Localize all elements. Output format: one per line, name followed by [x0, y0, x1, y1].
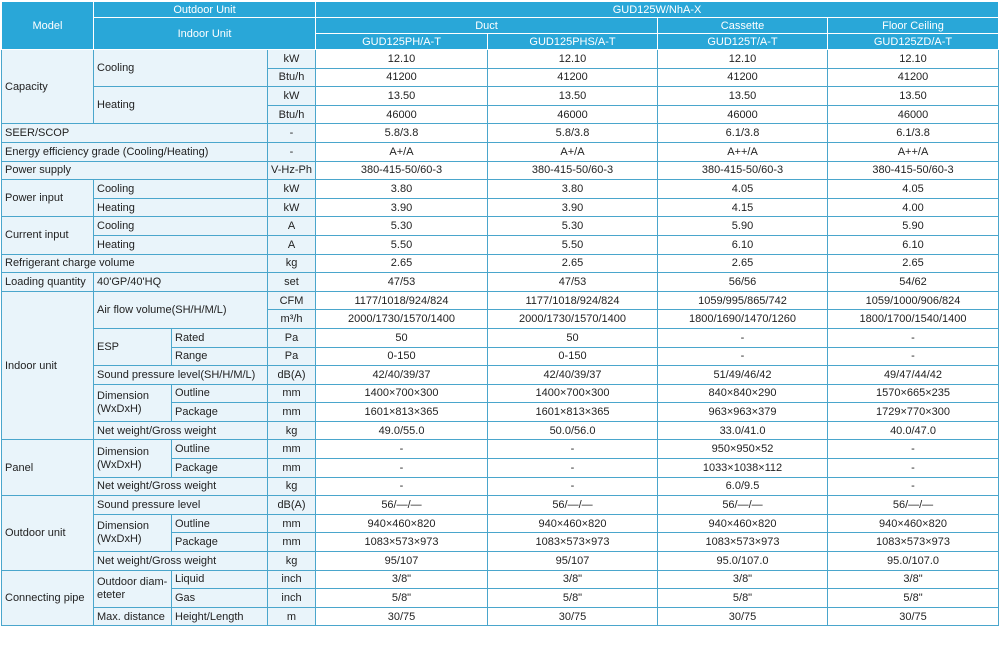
table-row	[2, 254, 999, 273]
value-cell: 5.90	[658, 217, 828, 236]
value-cell: 940×460×820	[316, 514, 488, 533]
unit-cell: mm	[268, 533, 316, 552]
heating-label: Heating	[94, 235, 268, 254]
heating-label: Heating	[94, 198, 268, 217]
value-cell: 42/40/39/37	[316, 366, 488, 385]
unit-cell: A	[268, 235, 316, 254]
value-cell: 12.10	[658, 50, 828, 69]
value-cell: 56/—/—	[658, 496, 828, 515]
capacity-label: Capacity	[2, 50, 94, 124]
loading-label: Loading quantity	[2, 273, 94, 292]
value-cell: -	[488, 477, 658, 496]
value-cell: 2.65	[488, 254, 658, 273]
value-cell: 840×840×290	[658, 384, 828, 403]
value-cell: 1601×813×365	[488, 403, 658, 422]
value-cell: 56/—/—	[488, 496, 658, 515]
value-cell: -	[828, 440, 999, 459]
header-row-2	[2, 18, 999, 34]
value-cell: 51/49/46/42	[658, 366, 828, 385]
unit-cell: V-Hz-Ph	[268, 161, 316, 180]
value-cell: 1059/995/865/742	[658, 291, 828, 310]
value-cell: 1400×700×300	[316, 384, 488, 403]
unit-cell: set	[268, 273, 316, 292]
table-row	[2, 328, 999, 347]
unit-cell: Pa	[268, 347, 316, 366]
value-cell: 1800/1700/1540/1400	[828, 310, 999, 329]
unit-cell: dB(A)	[268, 496, 316, 515]
value-cell: 6.0/9.5	[658, 477, 828, 496]
value-cell: 3.90	[316, 198, 488, 217]
value-cell: A+/A	[316, 142, 488, 161]
power-supply-label: Power supply	[2, 161, 268, 180]
value-cell: 1601×813×365	[316, 403, 488, 422]
value-cell: 50	[316, 328, 488, 347]
unit-cell: kg	[268, 254, 316, 273]
indoor-model: GUD125PH/A-T	[316, 34, 488, 50]
indoor-model: GUD125ZD/A-T	[828, 34, 999, 50]
value-cell: 1083×573×973	[488, 533, 658, 552]
value-cell: 1033×1038×112	[658, 459, 828, 478]
energy-grade-label: Energy efficiency grade (Cooling/Heating)	[2, 142, 268, 161]
table-row	[2, 552, 999, 571]
value-cell: 95/107	[316, 552, 488, 571]
value-cell: 5.50	[488, 235, 658, 254]
table-row	[2, 421, 999, 440]
spec-table	[1, 1, 999, 626]
unit-cell: m³/h	[268, 310, 316, 329]
value-cell: 950×950×52	[658, 440, 828, 459]
outdoor-diameter-label: Outdoor diam-eteter	[94, 570, 172, 607]
value-cell: 4.05	[658, 180, 828, 199]
unit-cell: inch	[268, 589, 316, 608]
value-cell: 13.50	[828, 87, 999, 106]
table-row	[2, 235, 999, 254]
unit-cell: mm	[268, 459, 316, 478]
current-input-label: Current input	[2, 217, 94, 254]
value-cell: 4.15	[658, 198, 828, 217]
value-cell: 33.0/41.0	[658, 421, 828, 440]
value-cell: 30/75	[658, 607, 828, 626]
indoor-model: GUD125T/A-T	[658, 34, 828, 50]
unit-cell: m	[268, 607, 316, 626]
value-cell: 3/8"	[658, 570, 828, 589]
air-flow-label: Air flow volume(SH/H/M/L)	[94, 291, 268, 328]
value-cell: 940×460×820	[658, 514, 828, 533]
outdoor-model: GUD125W/NhA-X	[316, 2, 999, 18]
value-cell: 5.8/3.8	[488, 124, 658, 143]
value-cell: -	[488, 459, 658, 478]
value-cell: -	[828, 328, 999, 347]
value-cell: 2.65	[316, 254, 488, 273]
unit-cell: kW	[268, 50, 316, 69]
value-cell: 30/75	[828, 607, 999, 626]
unit-cell: Btu/h	[268, 68, 316, 87]
net-gross-label: Net weight/Gross weight	[94, 477, 268, 496]
value-cell: 2000/1730/1570/1400	[316, 310, 488, 329]
value-cell: -	[316, 440, 488, 459]
value-cell: 380-415-50/60-3	[658, 161, 828, 180]
value-cell: 30/75	[316, 607, 488, 626]
dimension-label: Dimension (WxDxH)	[94, 384, 172, 421]
esp-label: ESP	[94, 328, 172, 365]
value-cell: 1059/1000/906/824	[828, 291, 999, 310]
value-cell: 2.65	[658, 254, 828, 273]
value-cell: 1083×573×973	[658, 533, 828, 552]
value-cell: 56/—/—	[828, 496, 999, 515]
unit-cell: Pa	[268, 328, 316, 347]
value-cell: 54/62	[828, 273, 999, 292]
value-cell: -	[488, 440, 658, 459]
value-cell: 46000	[316, 105, 488, 124]
table-row	[2, 570, 999, 589]
range-label: Range	[172, 347, 268, 366]
value-cell: A++/A	[658, 142, 828, 161]
model-header: Model	[2, 2, 94, 50]
indoor-unit-header: Indoor Unit	[94, 18, 316, 50]
value-cell: 3/8"	[828, 570, 999, 589]
value-cell: 380-415-50/60-3	[316, 161, 488, 180]
dimension-label: Dimension (WxDxH)	[94, 514, 172, 551]
refrigerant-label: Refrigerant charge volume	[2, 254, 268, 273]
value-cell: -	[828, 459, 999, 478]
table-row	[2, 514, 999, 533]
value-cell: 42/40/39/37	[488, 366, 658, 385]
value-cell: 41200	[316, 68, 488, 87]
unit-cell: mm	[268, 384, 316, 403]
value-cell: 46000	[828, 105, 999, 124]
unit-cell: kg	[268, 552, 316, 571]
unit-cell: inch	[268, 570, 316, 589]
value-cell: 40.0/47.0	[828, 421, 999, 440]
value-cell: -	[658, 328, 828, 347]
table-row	[2, 477, 999, 496]
value-cell: 6.10	[658, 235, 828, 254]
value-cell: 963×963×379	[658, 403, 828, 422]
value-cell: -	[828, 347, 999, 366]
value-cell: 1800/1690/1470/1260	[658, 310, 828, 329]
dimension-label: Dimension (WxDxH)	[94, 440, 172, 477]
table-row	[2, 142, 999, 161]
value-cell: 5.8/3.8	[316, 124, 488, 143]
value-cell: 5/8"	[316, 589, 488, 608]
value-cell: 3.80	[488, 180, 658, 199]
unit-cell: mm	[268, 440, 316, 459]
heating-label: Heating	[94, 87, 268, 124]
loading-sub-label: 40'GP/40'HQ	[94, 273, 268, 292]
table-row	[2, 198, 999, 217]
unit-cell: CFM	[268, 291, 316, 310]
value-cell: 46000	[658, 105, 828, 124]
unit-cell: kg	[268, 477, 316, 496]
value-cell: 5.90	[828, 217, 999, 236]
table-row	[2, 161, 999, 180]
package-label: Package	[172, 403, 268, 422]
value-cell: 3/8"	[316, 570, 488, 589]
value-cell: 56/56	[658, 273, 828, 292]
value-cell: 5/8"	[658, 589, 828, 608]
value-cell: 95.0/107.0	[658, 552, 828, 571]
cooling-label: Cooling	[94, 217, 268, 236]
sound-pressure-label: Sound pressure level	[94, 496, 268, 515]
connecting-pipe-label: Connecting pipe	[2, 570, 94, 626]
value-cell: 1177/1018/924/824	[488, 291, 658, 310]
value-cell: 13.50	[488, 87, 658, 106]
sound-pressure-label: Sound pressure level(SH/H/M/L)	[94, 366, 268, 385]
indoor-unit-label: Indoor unit	[2, 291, 94, 440]
value-cell: 41200	[488, 68, 658, 87]
table-row	[2, 366, 999, 385]
table-row	[2, 291, 999, 310]
value-cell: 1729×770×300	[828, 403, 999, 422]
power-input-label: Power input	[2, 180, 94, 217]
cooling-label: Cooling	[94, 50, 268, 87]
value-cell: 12.10	[488, 50, 658, 69]
value-cell: 380-415-50/60-3	[828, 161, 999, 180]
outline-label: Outline	[172, 514, 268, 533]
outdoor-unit-label: Outdoor unit	[2, 496, 94, 570]
gas-label: Gas	[172, 589, 268, 608]
value-cell: 46000	[488, 105, 658, 124]
table-row	[2, 384, 999, 403]
table-row	[2, 496, 999, 515]
outdoor-unit-header: Outdoor Unit	[94, 2, 316, 18]
unit-cell: kW	[268, 180, 316, 199]
value-cell: 13.50	[316, 87, 488, 106]
type-floor-ceiling: Floor Ceiling	[828, 18, 999, 34]
value-cell: 5.30	[316, 217, 488, 236]
value-cell: 2000/1730/1570/1400	[488, 310, 658, 329]
value-cell: 95/107	[488, 552, 658, 571]
value-cell: 95.0/107.0	[828, 552, 999, 571]
unit-cell: A	[268, 217, 316, 236]
value-cell: 5/8"	[488, 589, 658, 608]
indoor-model: GUD125PHS/A-T	[488, 34, 658, 50]
value-cell: 41200	[658, 68, 828, 87]
value-cell: 3.80	[316, 180, 488, 199]
value-cell: 1083×573×973	[316, 533, 488, 552]
value-cell: 940×460×820	[828, 514, 999, 533]
unit-cell: mm	[268, 514, 316, 533]
value-cell: 380-415-50/60-3	[488, 161, 658, 180]
value-cell: -	[316, 477, 488, 496]
value-cell: 30/75	[488, 607, 658, 626]
value-cell: 3.90	[488, 198, 658, 217]
value-cell: 47/53	[488, 273, 658, 292]
value-cell: 50	[488, 328, 658, 347]
net-gross-label: Net weight/Gross weight	[94, 552, 268, 571]
height-length-label: Height/Length	[172, 607, 268, 626]
value-cell: 0-150	[488, 347, 658, 366]
package-label: Package	[172, 533, 268, 552]
table-row	[2, 217, 999, 236]
value-cell: 47/53	[316, 273, 488, 292]
unit-cell: kW	[268, 198, 316, 217]
value-cell: 4.05	[828, 180, 999, 199]
max-distance-label: Max. distance	[94, 607, 172, 626]
type-duct: Duct	[316, 18, 658, 34]
value-cell: 50.0/56.0	[488, 421, 658, 440]
value-cell: 3/8"	[488, 570, 658, 589]
outline-label: Outline	[172, 440, 268, 459]
value-cell: 1083×573×973	[828, 533, 999, 552]
value-cell: 6.1/3.8	[658, 124, 828, 143]
outline-label: Outline	[172, 384, 268, 403]
value-cell: 41200	[828, 68, 999, 87]
value-cell: 1570×665×235	[828, 384, 999, 403]
value-cell: 49/47/44/42	[828, 366, 999, 385]
table-row	[2, 440, 999, 459]
value-cell: 5.50	[316, 235, 488, 254]
table-row	[2, 124, 999, 143]
unit-cell: kg	[268, 421, 316, 440]
value-cell: 12.10	[828, 50, 999, 69]
value-cell: 12.10	[316, 50, 488, 69]
value-cell: 5.30	[488, 217, 658, 236]
value-cell: 6.10	[828, 235, 999, 254]
value-cell: 6.1/3.8	[828, 124, 999, 143]
value-cell: 4.00	[828, 198, 999, 217]
value-cell: 1177/1018/924/824	[316, 291, 488, 310]
value-cell: -	[658, 347, 828, 366]
rated-label: Rated	[172, 328, 268, 347]
liquid-label: Liquid	[172, 570, 268, 589]
seer-label: SEER/SCOP	[2, 124, 268, 143]
value-cell: 940×460×820	[488, 514, 658, 533]
value-cell: 56/—/—	[316, 496, 488, 515]
value-cell: A++/A	[828, 142, 999, 161]
package-label: Package	[172, 459, 268, 478]
table-row	[2, 607, 999, 626]
value-cell: 0-150	[316, 347, 488, 366]
value-cell: -	[828, 477, 999, 496]
unit-cell: Btu/h	[268, 105, 316, 124]
panel-label: Panel	[2, 440, 94, 496]
header-row-1	[2, 2, 999, 18]
table-row	[2, 273, 999, 292]
table-row	[2, 87, 999, 106]
unit-cell: mm	[268, 403, 316, 422]
value-cell: 1400×700×300	[488, 384, 658, 403]
type-cassette: Cassette	[658, 18, 828, 34]
table-row	[2, 50, 999, 69]
value-cell: 49.0/55.0	[316, 421, 488, 440]
unit-cell: kW	[268, 87, 316, 106]
table-row	[2, 180, 999, 199]
unit-cell: -	[268, 124, 316, 143]
value-cell: 13.50	[658, 87, 828, 106]
unit-cell: -	[268, 142, 316, 161]
cooling-label: Cooling	[94, 180, 268, 199]
value-cell: 5/8"	[828, 589, 999, 608]
value-cell: 2.65	[828, 254, 999, 273]
unit-cell: dB(A)	[268, 366, 316, 385]
net-gross-label: Net weight/Gross weight	[94, 421, 268, 440]
value-cell: -	[316, 459, 488, 478]
value-cell: A+/A	[488, 142, 658, 161]
